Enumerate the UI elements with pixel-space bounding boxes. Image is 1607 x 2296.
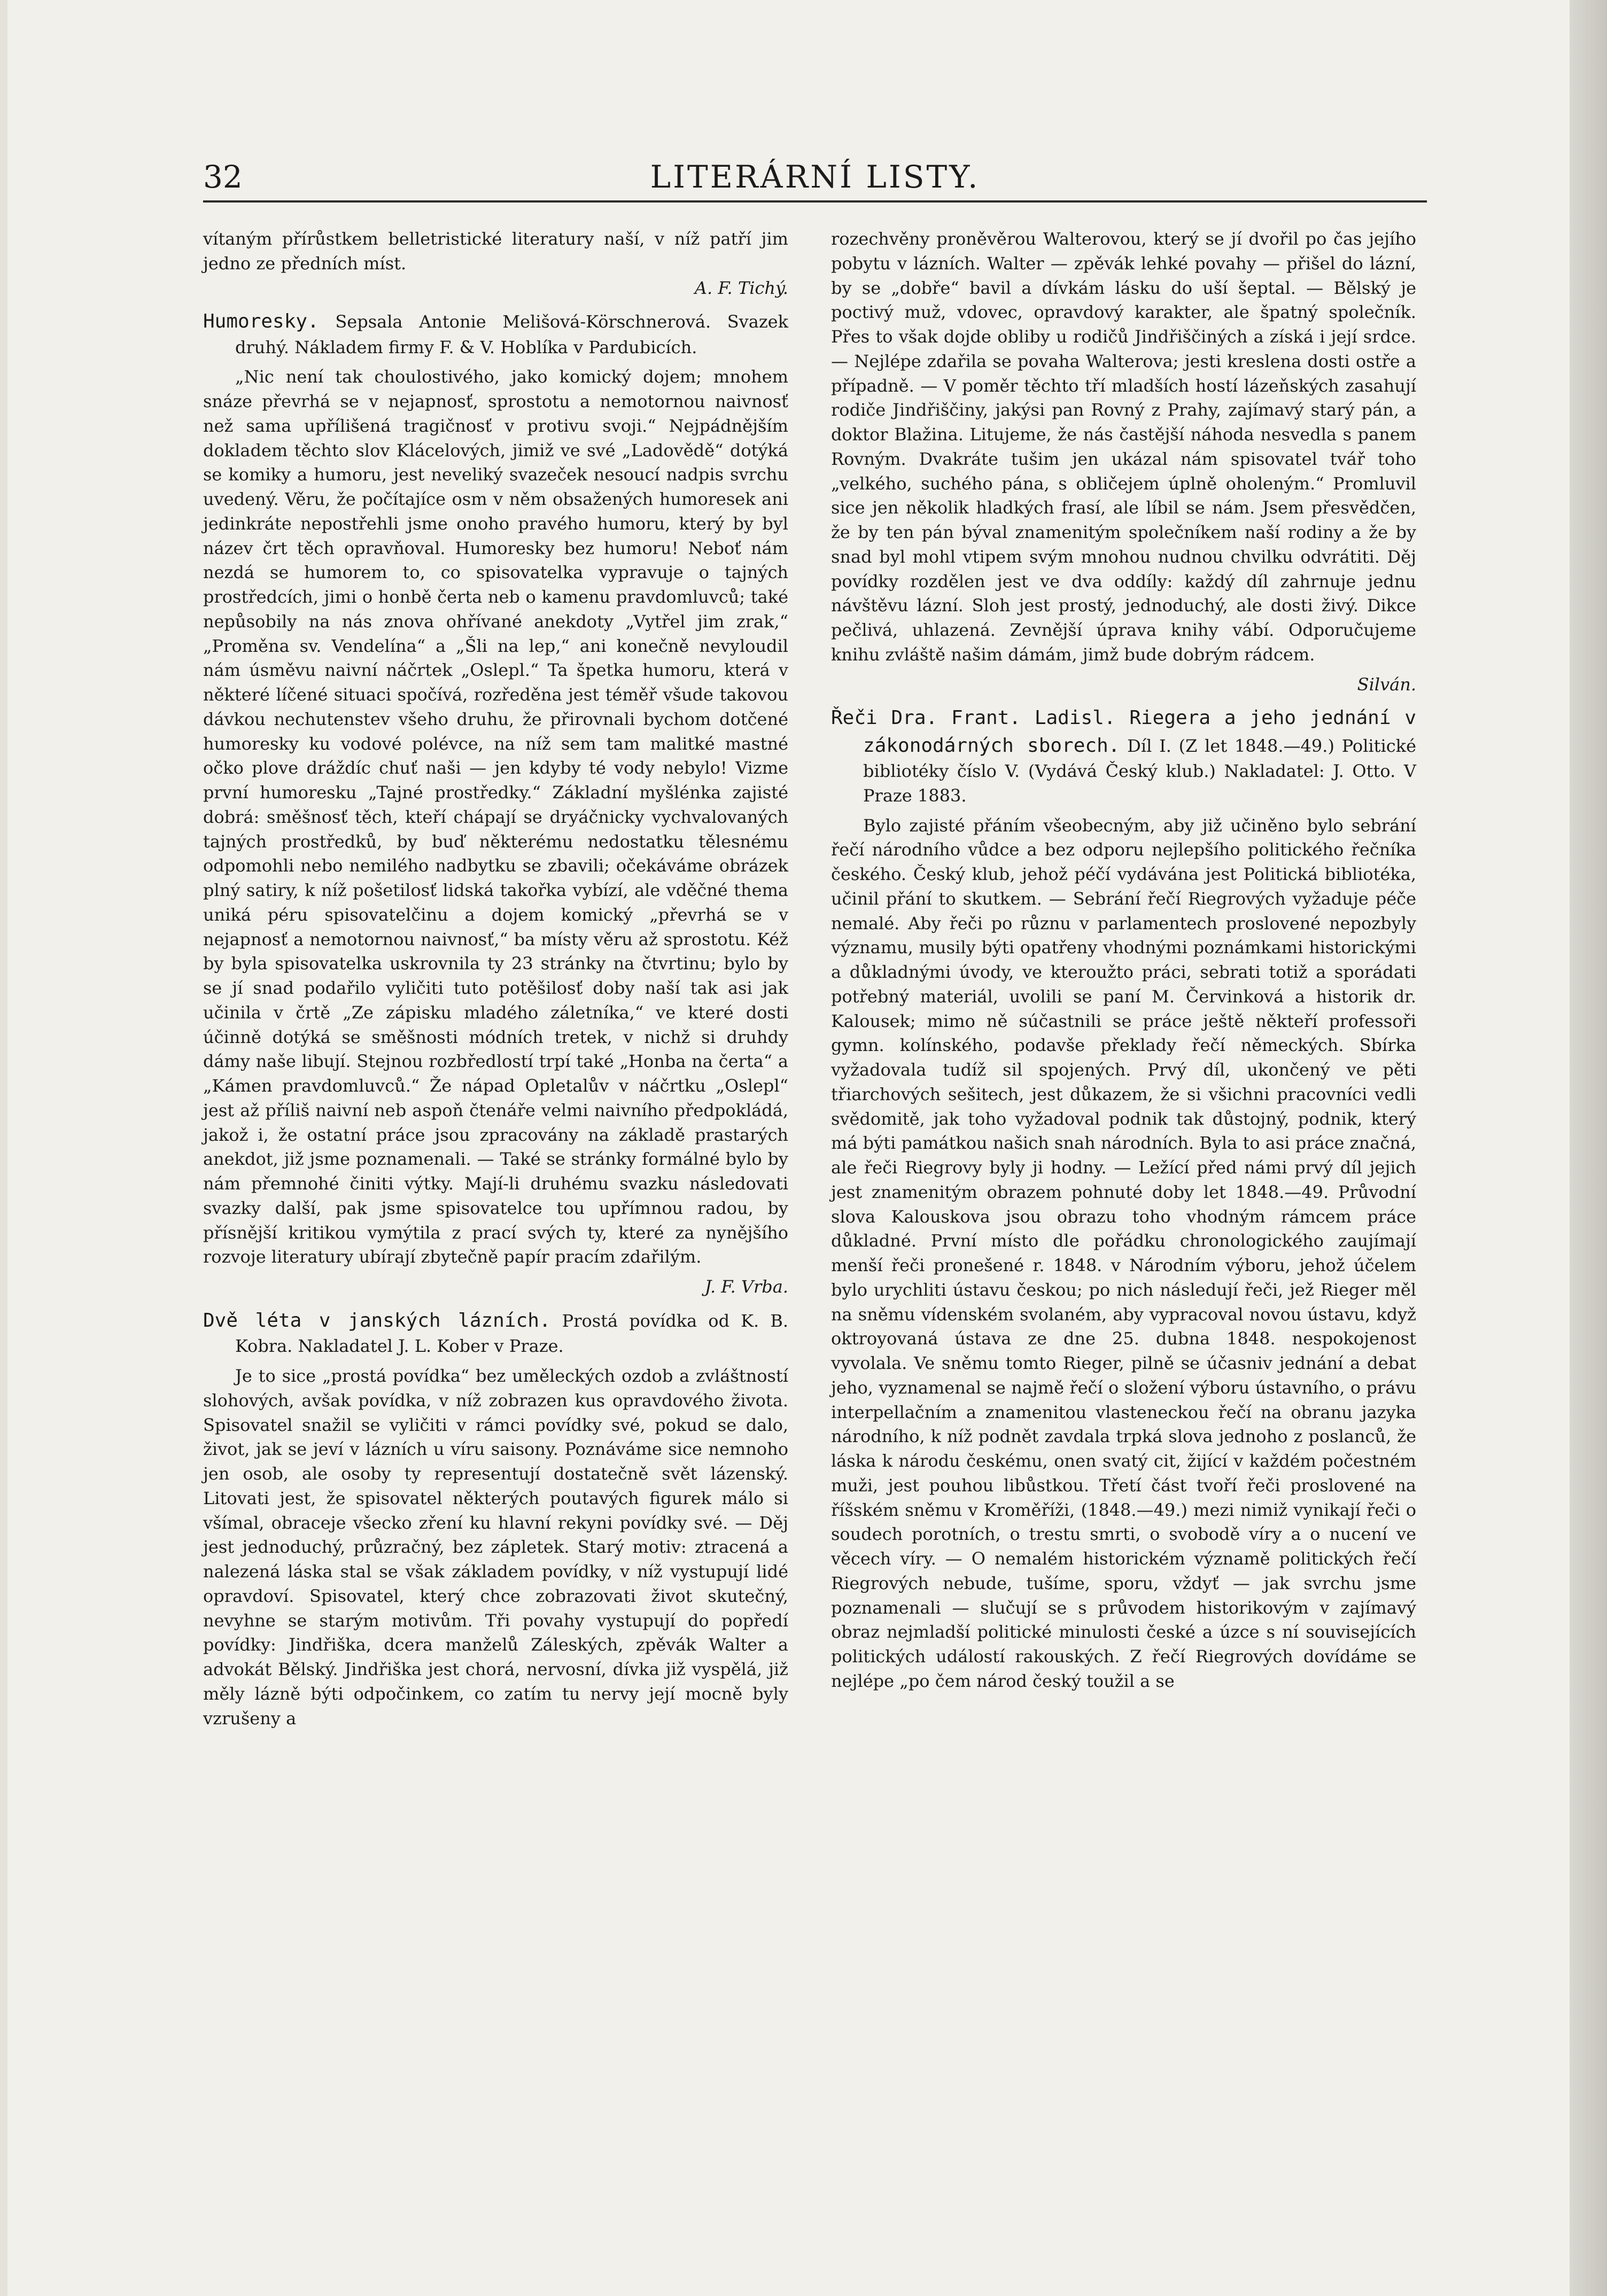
review-heading-reci-riegera [831, 704, 1416, 808]
review-paragraph: „Nic není tak choulostivého, jako komický dojem; mnohem snáze převrhá se v nejapnosť, sprostotu a nemotornou naivnosť než sama upřílišená tragičnosť v protivu svoji.“ Nejpádnějším dokladem těchto slov Klácelových, jimiž ve své „Ladovědě“ dotýká se komiky a humoru, jest neveliký svazeček nesoucí nadpis svrchu uvedený. Věru, že počítajíce osm v něm obsažených humoresek ani jedinkráte nepostřehli jsme onoho pravého humoru, který by byl název črt těch opravňoval. Humoresky bez humoru! Neboť nám nezdá se humorem to, co spisovatelka vypravuje o tajných prostředcích, jimi o honbě čerta neb o kamenu pravdomluvců; také nepůsobily na nás znova ohřívané anekdoty „Vytřel jim zrak,“ „Proměna sv. Vendelína“ a „Šli na lep,“ ani konečně nevyloudil nám úsměvu naivní náčrtek „Oslepl.“ Ta špetka humoru, která v některé líčené situaci spočívá, rozředěna jest téměř všude takovou dávkou nechutenstev všeho druhu, že přirovnali bychom dotčené humoresky ku vodové polévce, na níž sem tam malitké mastné očko plove dráždíc chuť naši — jen kdyby té vody nebylo! Vizme první humoresku „Tajné prostředky.“ Základní myšlénka zajisté dobrá: směšnosť těch, kteří chápají se dryáčnicky vychvalovaných tajných prostředků, by buď některému nedostatku tělesnému odpomohli nebo nemilého nadbytku se zbavili; očekáváme obrázek plný satiry, k níž pošetilosť lidská takořka vybízí, ale vděčné thema uniká péru spisovatelčinu a dojem komický „převrhá se v nejapnosť a nemotornou naivnosť,“ ba místy věru až sprostotu. Kéž by byla spisovatelka uskrovnila ty 23 stránky na čtvrtinu; bylo by se jí snad podařilo vyličiti tuto potěšilosť doby naší tak asi jak učinila v črtě „Ze zápisku mladého záletníka,“ ve které dosti účinně dotýká se směšnosti módních tretek, v nichž si druhdy dámy naše libují. Stejnou rozbředlostí trpí také „Honba na čerta“ a „Kámen pravdomluvců.“ Že nápad Opletalův v náčrtku „Oslepl“ jest až příliš naivní neb aspoň čtenáře velmi naivního předpokládá, jakož i, že ostatní práce jsou zpracovány na základě prastarých anekdot, již jsme poznamenali. — Také se stránky formálné bylo by nám přemnohé činiti výtky. Mají-li druhému svazku následovati svazky další, pak jsme spisovatelce tou upřímnou radou, by přísnější kritikou vymýtila z prací svých ty, které za nynějšího rozvoje literatury ubírají zbytečně papír pracím zdařilým. [203, 367, 788, 1267]
review-bibliography: Prostá povídka od K. B. Kobra. Nakladatel J. L. Kober v Praze. [235, 1310, 789, 1357]
left-column [203, 227, 788, 1736]
review-heading-humoresky [203, 308, 788, 360]
review-signature: J. F. Vrba. [704, 1277, 788, 1297]
review-paragraph-continued: rozechvěny proněvěrou Walterovou, který se jí dvořil po čas jejího pobytu v lázních. Walter — zpěvák lehké povahy — přišel do lázní, by se „dobře“ bavil a dívkám lásku do uší šeptal. — Bělský je poctivý muž, vdovec, opravdový karakter, ale špatný společník. Přes to však dojde obliby u rodičů Jindřiščiných a získá i její srdce. — Nejlépe zdařila se povaha Walterova; jesti kreslena dosti ostře a případně. — V poměr těchto tří mladších hostí lázeňských zasahují rodiče Jindřiščiny, jakýsi pan Rovný z Prahy, zajímavý starý pán, a doktor Blažina. Litujeme, že nás častější náhoda nesvedla s panem Rovným. Dvakráte tušim jen ukázal nám spisovatel tvář toho „velkého, suchého pána, s obličejem úplně oholeným.“ Promluvil sice jen několik hladkých frasí, ale líbil se nám. Jsem přesvědčen, že by ten pán býval znamenitým společníkem naší rodiny a že by snad byl mohl vtipem svým mnohou nudnou chvilku odvrátiti. Děj povídky rozdělen jest ve dva oddíly: každý díl zahrnuje jednu návštěvu lázní. Sloh jest prostý, jednoduchý, ale dosti živý. Dikce pečlivá, uhlazená. Zevnější úprava knihy vábí. Odporučujeme knihu zvláště našim dámám, jimž bude dobrým rádcem. [831, 229, 1416, 665]
review-title: Dvě léta v janských lázních. [203, 1309, 551, 1332]
review-bibliography: Díl I. (Z let 1848.—49.) Politické bibliotéky číslo V. (Vydává Český klub.) Nakladatel: J. Otto. V Praze 1883. [863, 735, 1416, 806]
review-title: Řeči Dra. Frant. Ladisl. Riegera a jeho jednání v zákonodárných sborech. [831, 707, 1416, 757]
page-number: 32 [203, 159, 243, 195]
intro-paragraph [203, 227, 788, 300]
review-title: Humoresky. [203, 310, 319, 333]
intro-text: vítaným přírůstkem belletristické literatury naší, v níž patří jim jedno ze předních míst. [203, 229, 788, 274]
journal-title: LITERÁRNÍ LISTY. [650, 159, 980, 195]
running-header [203, 152, 1427, 203]
review-bibliography: Sepsala Antonie Melišová-Körschnerová. Svazek druhý. Nákladem firmy F. & V. Hoblíka v Pardubicích. [235, 312, 788, 357]
review-signature: Silván. [1357, 674, 1416, 695]
page-edge [0, 0, 7, 2296]
page-shadow [1570, 0, 1607, 2296]
right-column [831, 227, 1416, 1699]
review-heading-dve-leta [203, 1307, 788, 1359]
intro-signature: A. F. Tichý. [694, 277, 788, 298]
review-paragraph: Je to sice „prostá povídka“ bez uměleckých ozdob a zvláštností slohových, avšak povídka, v níž zobrazen kus opravdového života. Spisovatel snažil se vyličiti v rámci povídky své, pokud se dalo, život, jak se jeví v lázních u víru saisony. Poznáváme sice nemnoho jen osob, ale osoby ty representují dostatečně svět lázenský. Litovati jest, že spisovatel některých poutavých figurek málo si všímal, obraceje všecko zření ku hlavní rekyni povídky své. — Děj jest jednoduchý, průzračný, bez zápletek. Starý motiv: ztracená a nalezená láska stal se však základem povídky, v níž vystupují lidé opravdoví. Spisovatel, který chce zobrazovati život skutečný, nevyhne se starým motivům. Tři povahy vystupují do popředí povídky: Jindřiška, dcera manželů Záleských, zpěvák Walter a advokát Bělský. Jindřiška jest chorá, nervosní, dívka již vyspělá, již měly lázně býti odpočinkem, co zatím tu nervy její mocně byly vzrušeny a [203, 1366, 788, 1729]
review-paragraph: Bylo zajisté přáním všeobecným, aby již učiněno bylo sebrání řečí národního vůdce a bez odporu nejlepšího politického řečníka českého. Český klub, jehož péčí vydávána jest Politická bibliotéka, učinil přání to skutkem. — Sebrání řečí Riegrových vyžaduje péče nemalé. Aby řeči po různu v parlamentech proslovené nepozbyly významu, musily býti opatřeny vhodnými poznámkami historickými a důkladnými úvody, ve kteroužto práci, sebrati totiž a sporádati potřebný materiál, uvolili se paní M. Červinková a historik dr. Kalousek; mimo ně súčastnili se práce ještě někteří professoři gymn. kolínského, podavše překlady řečí německých. Sbírka vyžadovala tudíž sil spojených. Prvý díl, ukončený ve pěti třiarchových sešitech, jest důkazem, že si všichni pracovníci vedli svědomitě, jak toho vyžadoval podnik tak důstojný, podnik, který má býti památkou našich snah národních. Byla to asi práce značná, ale řeči Riegrovy byly ji hodny. — Ležící před námi prvý díl jejich jest znamenitým obrazem pohnuté doby let 1848.—49. Průvodní slova Kalouskova jsou obrazu toho vhodným rámcem práce důkladné. První místo dle pořádku chronologického zaujímají menší řeči pronešené r. 1848. v Národním výboru, jehož účelem bylo urychliti ústavu českou; po nich následují řeči, jež Rieger měl na sněmu vídenském svolaném, aby vypracoval novou ústavu, když oktroyovaná ústava ze dne 25. dubna 1848. nespokojenost vyvolala. Ve sněmu tomto Rieger, pilně se účasniv jednání a debat jeho, vyznamenal se najmě řečí o složení výboru ústavního, o právu interpellačním a znamenitou vlasteneckou řečí na obranu jazyka národního, k níž podnět zavdala trpká slova jednoho z poslanců, že láska k národu českému, onen svatý cit, žijící v každém počestném muži, jest pouhou libůstkou. Třetí část tvoří řeči proslovené na říšském sněmu v Kroměříži, (1848.—49.) mezi nimiž vynikají řeči o soudech porotních, o trestu smrti, o svobodě víry a o nucení ve věcech víry. — O nemalém historickém významě politických řečí Riegrových nebude, tušíme, sporu, vždyť — jak svrchu jsme poznamenali — slučují se s průvodem historikovým v zajímavý obraz nejmladší politické minulosti české a úzce s ní souvisejících politických událostí rakouských. Z řečí Riegrových dovídáme se nejlépe „po čem národ český toužil a se [831, 815, 1416, 1691]
